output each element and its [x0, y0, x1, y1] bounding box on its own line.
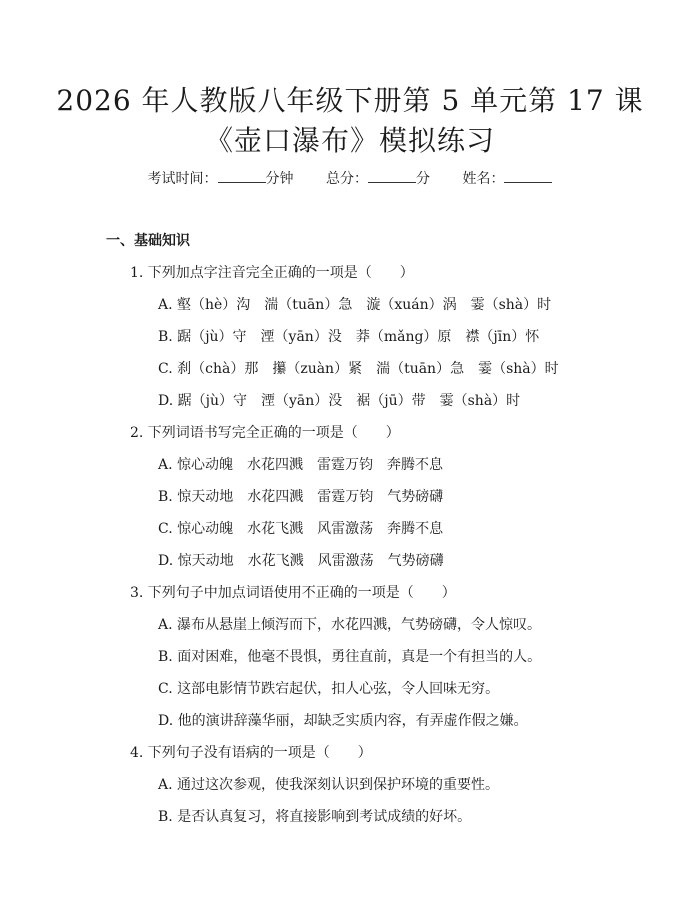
option-d: D. 踞（jù）守 湮（yān）没 裾（jū）带 霎（shà）时	[158, 393, 521, 409]
time-blank[interactable]	[218, 170, 266, 183]
page-title	[0, 0, 700, 160]
option-d: D. 他的演讲辞藻华丽，却缺乏实质内容，有弄虚作假之嫌。	[158, 713, 528, 729]
option-b: B. 踞（jù）守 湮（yān）没 莽（mǎng）原 襟（jīn）怀	[158, 329, 540, 345]
option-b: B. 惊天动地 水花四溅 雷霆万钧 气势磅礴	[158, 489, 444, 505]
option-a: A. 瀑布从悬崖上倾泻而下，水花四溅，气势磅礴，令人惊叹。	[158, 617, 542, 633]
option-c: C. 这部电影情节跌宕起伏，扣人心弦，令人回味无穷。	[158, 681, 500, 697]
exam-info	[0, 168, 700, 188]
time-label: 考试时间：	[147, 171, 218, 187]
name-label: 姓名：	[462, 171, 505, 187]
time-unit: 分钟	[265, 171, 294, 187]
question-stem: 2. 下列词语书写完全正确的一项是（ ）	[130, 425, 400, 441]
question-stem: 3. 下列句子中加点词语使用不正确的一项是（ ）	[130, 585, 456, 601]
option-b: B. 是否认真复习，将直接影响到考试成绩的好坏。	[158, 809, 472, 825]
option-b: B. 面对困难，他毫不畏惧，勇往直前，真是一个有担当的人。	[158, 649, 542, 665]
question-stem: 1. 下列加点字注音完全正确的一项是（ ）	[130, 265, 414, 281]
score-unit: 分	[416, 171, 430, 187]
name-blank[interactable]	[504, 170, 552, 183]
name-field	[462, 171, 552, 187]
option-a: A. 通过这次参观，使我深刻认识到保护环境的重要性。	[158, 777, 500, 793]
title-line-1: 2026 年人教版八年级下册第 5 单元第 17 课	[56, 84, 644, 117]
score-blank[interactable]	[368, 170, 416, 183]
option-c: C. 惊心动魄 水花飞溅 风雷激荡 奔腾不息	[158, 521, 444, 537]
time-field	[148, 171, 298, 187]
score-field	[326, 171, 434, 187]
question-stem: 4. 下列句子没有语病的一项是（ ）	[130, 745, 372, 761]
option-a: A. 惊心动魄 水花四溅 雷霆万钧 奔腾不息	[158, 457, 444, 473]
title-line-2: 《壶口瀑布》模拟练习	[204, 124, 495, 157]
score-label: 总分：	[326, 171, 368, 187]
option-c: C. 刹（chà）那 攥（zuàn）紧 湍（tuān）急 霎（shà）时	[158, 361, 559, 377]
option-d: D. 惊天动地 水花飞溅 风雷激荡 气势磅礴	[158, 553, 444, 569]
option-a: A. 壑（hè）沟 湍（tuān）急 漩（xuán）涡 霎（shà）时	[158, 297, 552, 313]
section-heading: 一、基础知识	[106, 233, 190, 249]
